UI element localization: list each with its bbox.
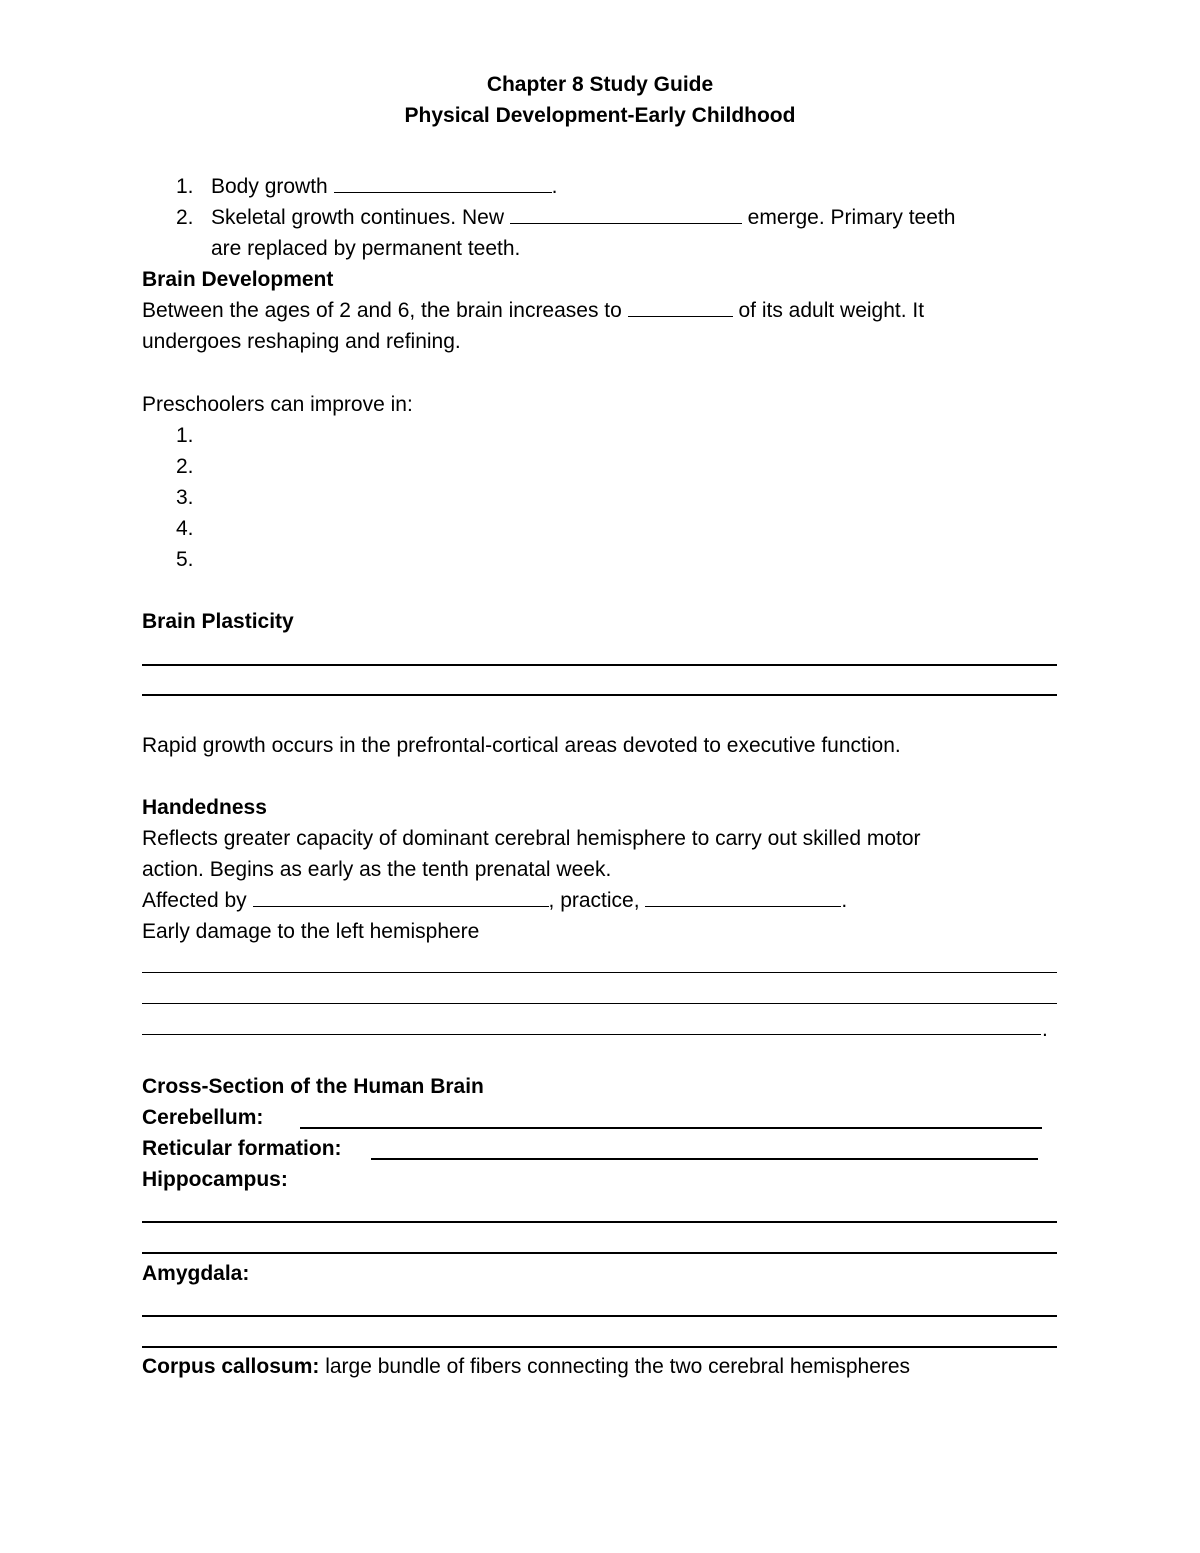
page-subtitle: Physical Development-Early Childhood (404, 104, 796, 127)
reticular-formation-label: Reticular formation: (142, 1137, 342, 1160)
list-item-number: 2. (176, 206, 194, 229)
hippocampus-label: Hippocampus: (142, 1168, 288, 1191)
cerebellum-label (142, 1105, 263, 1131)
fill-blank[interactable] (334, 174, 552, 193)
period-text: . (1042, 1018, 1048, 1041)
label-text: Cerebellum: (142, 1106, 264, 1129)
corpus-callosum-definition: large bundle of fibers connecting the two cerebral hemispheres (319, 1355, 911, 1378)
body-growth-text: Body growth (211, 175, 334, 198)
improve-intro: Preschoolers can improve in: (142, 393, 413, 416)
section-heading-cross-section: Cross-Section of the Human Brain (142, 1075, 484, 1098)
improve-item-5: 5. (176, 548, 194, 571)
answer-line[interactable] (142, 1034, 1041, 1035)
answer-line[interactable] (142, 1221, 1057, 1223)
cerebellum-answer-line[interactable] (300, 1127, 1042, 1129)
answer-line[interactable] (142, 1315, 1057, 1317)
corpus-callosum-label: Corpus callosum: (142, 1355, 320, 1378)
page-title: Chapter 8 Study Guide (486, 73, 714, 96)
list-item (211, 174, 557, 200)
text-segment: , practice, (548, 889, 646, 912)
skeletal-text: Skeletal growth continues. New (211, 206, 510, 229)
answer-line[interactable] (142, 972, 1057, 973)
brain-development-text-2: undergoes reshaping and refining. (142, 330, 461, 353)
reticular-answer-line[interactable] (371, 1158, 1038, 1160)
fill-blank[interactable] (510, 205, 742, 224)
fill-blank[interactable] (253, 888, 549, 907)
corpus-callosum-line (142, 1354, 910, 1380)
affected-by-line (142, 888, 847, 914)
section-heading-handedness: Handedness (142, 796, 267, 819)
fill-blank[interactable] (645, 888, 841, 907)
list-item-number: 1. (176, 175, 194, 198)
improve-item-1: 1. (176, 424, 194, 447)
answer-line[interactable] (142, 1003, 1057, 1004)
answer-line[interactable] (142, 694, 1057, 696)
period-text: . (551, 175, 558, 198)
section-heading-brain-development: Brain Development (142, 268, 334, 291)
improve-item-3: 3. (176, 486, 194, 509)
handedness-text-2: action. Begins as early as the tenth prenatal week. (142, 858, 612, 881)
handedness-text-1: Reflects greater capacity of dominant cerebral hemisphere to carry out skilled motor (142, 827, 921, 850)
executive-function-text: Rapid growth occurs in the prefrontal-cortical areas devoted to executive function. (142, 734, 901, 757)
early-damage-text: Early damage to the left hemisphere (142, 920, 480, 943)
list-item (211, 205, 955, 231)
text-segment: of its adult weight. It (732, 299, 925, 322)
emerge-text: emerge. Primary teeth (741, 206, 956, 229)
answer-line[interactable] (142, 1252, 1057, 1254)
improve-item-2: 2. (176, 455, 194, 478)
answer-line[interactable] (142, 1346, 1057, 1348)
answer-line[interactable] (142, 664, 1057, 666)
brain-development-text (142, 298, 924, 324)
improve-item-4: 4. (176, 517, 194, 540)
list-item-continuation: are replaced by permanent teeth. (211, 237, 521, 260)
text-segment: Between the ages of 2 and 6, the brain increases to (142, 299, 628, 322)
text-segment: . (841, 889, 848, 912)
text-segment: Affected by (142, 889, 253, 912)
section-heading-brain-plasticity: Brain Plasticity (142, 610, 294, 633)
fill-blank[interactable] (628, 298, 733, 317)
amygdala-label: Amygdala: (142, 1262, 250, 1285)
